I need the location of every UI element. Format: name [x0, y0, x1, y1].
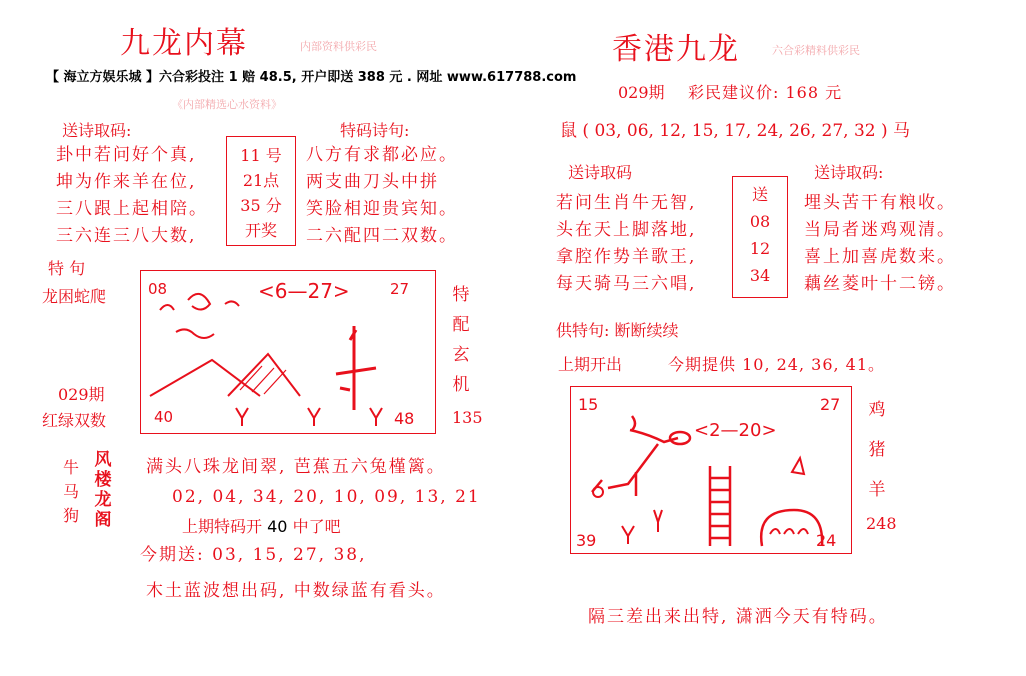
diagram-top-left: 08: [148, 280, 168, 298]
animal: 狗: [62, 506, 79, 525]
diagram-top-right: 27: [390, 280, 410, 298]
verse1: 满头八珠龙间翠, 芭蕉五六兔槿篱。: [146, 457, 446, 477]
side-animal: 羊: [868, 480, 886, 500]
time-box-line: 35 分: [240, 196, 282, 215]
special-label: 特 句: [48, 259, 86, 278]
left-diagram-drawing: [140, 270, 434, 432]
poem-line: 每天骑马三六唱,: [556, 274, 697, 294]
left-title: 九龙内幕: [120, 26, 248, 61]
left-title-sub: 内部资料供彩民: [300, 40, 377, 53]
ad-banner: 【 海立方娱乐城 】六合彩投注 1 赔 48.5, 开户即送 388 元 . 网址 www.617788.com: [46, 70, 577, 85]
send-box-line: 12: [749, 239, 771, 258]
poem-line: 两支曲刀头中拼: [306, 172, 439, 192]
this-issue: 今期提供 10, 24, 36, 41。: [668, 355, 886, 374]
poem-line: 笑脸相迎贵宾知。: [306, 199, 458, 219]
left-issue: 029期: [58, 385, 105, 404]
side-chars: [448, 280, 474, 400]
poem-line: 若问生肖牛无智,: [556, 193, 697, 213]
diagram-top-right: 27: [820, 395, 841, 414]
wind-char: 龙: [94, 490, 112, 510]
poem-line: 三八跟上起相陪。: [56, 199, 208, 219]
right-poem-left: [556, 190, 696, 298]
left-poem: [56, 142, 208, 250]
last-result-tail: 中了吧: [292, 517, 341, 536]
time-box-line: 开奖: [244, 221, 277, 240]
left-faint-line: 《内部精选心水资料》: [172, 98, 282, 111]
diagram-bottom-left: 39: [576, 531, 597, 550]
side-animal: 鸡: [868, 400, 886, 420]
issue-note: 红绿双数: [42, 411, 107, 430]
diagram-bottom-right: 48: [394, 409, 415, 428]
right-side-number: 248: [866, 514, 897, 533]
poem-line: 坤为作来羊在位,: [56, 172, 197, 192]
poem-line: 藕丝菱叶十二镑。: [804, 274, 956, 294]
time-box-line: 11 号: [240, 146, 282, 165]
special-phrase: 龙困蛇爬: [42, 287, 107, 306]
send-box: [732, 176, 788, 298]
side-char: 配: [452, 315, 470, 335]
last-label: 上期开出: [558, 355, 623, 374]
animal: 牛: [62, 458, 79, 477]
poem-line: 拿腔作势羊歌王,: [556, 247, 697, 267]
poem-line: 埋头苦干有粮收。: [804, 193, 956, 213]
wind-char: 阁: [94, 510, 112, 530]
poem-line: 卦中若问好个真,: [56, 145, 197, 165]
diagram-bottom-left: 40: [154, 408, 174, 426]
side-char: 玄: [452, 345, 470, 365]
rat-line: 鼠 ( 03, 06, 12, 15, 17, 24, 26, 27, 32 ) 马: [560, 121, 911, 141]
tema-phrase: 供特句: 断断续续: [556, 321, 679, 340]
wind-char: 风: [94, 450, 112, 470]
diagram-top-left: 15: [578, 395, 599, 414]
poem-line: 三六连三八大数,: [56, 226, 197, 246]
wind-lines: [90, 450, 116, 530]
right-poem-label-right: 送诗取码:: [814, 163, 884, 182]
poem-line: 二六配四二双数。: [306, 226, 458, 246]
tema-label: 特码诗句:: [340, 121, 410, 140]
right-poem-label-left: 送诗取码: [568, 163, 633, 182]
wind-char: 楼: [94, 470, 112, 490]
left-numbers: 02, 04, 34, 20, 10, 09, 13, 21: [172, 487, 481, 507]
right-footer: 隔三差出来出特, 潇洒今天有特码。: [588, 607, 888, 627]
diagram-range: <6—27>: [258, 279, 350, 303]
poem-line: 八方有求都必应。: [306, 145, 458, 165]
last-result-text: 上期特码开: [182, 517, 263, 536]
time-box: [226, 136, 296, 246]
left-poem-label: 送诗取码:: [62, 121, 132, 140]
tema-poem: [306, 142, 458, 250]
side-char: 机: [452, 375, 470, 395]
poem-line: 喜上加喜虎数来。: [804, 247, 956, 267]
side-animal: 猪: [868, 440, 886, 460]
send-today: 今期送: 03, 15, 27, 38,: [140, 545, 367, 565]
price: 彩民建议价: 168 元: [688, 83, 843, 102]
right-side-animals: [864, 390, 890, 510]
poem-line: 当局者迷鸡观清。: [804, 220, 956, 240]
side-char: 特: [452, 285, 470, 305]
animal: 马: [62, 482, 79, 501]
right-title-sub: 六合彩精料供彩民: [772, 44, 860, 57]
poem-line: 头在天上脚落地,: [556, 220, 697, 240]
animals: [58, 456, 84, 528]
send-box-line: 送: [751, 185, 768, 204]
last-result-number: 40: [267, 517, 288, 536]
right-diagram-drawing: [570, 386, 850, 552]
last-result: [182, 514, 341, 537]
right-issue: 029期: [618, 83, 665, 102]
send-box-line: 34: [749, 266, 771, 285]
right-title: 香港九龙: [612, 32, 740, 67]
send-box-line: 08: [749, 212, 771, 231]
diagram-bottom-right: 24: [816, 531, 837, 550]
diagram-range: <2—20>: [694, 420, 777, 441]
time-box-line: 21点: [242, 171, 280, 190]
verse2: 木土蓝波想出码, 中数绿蓝有看头。: [146, 581, 446, 601]
side-number: 135: [452, 408, 483, 427]
right-poem-right: [804, 190, 956, 298]
